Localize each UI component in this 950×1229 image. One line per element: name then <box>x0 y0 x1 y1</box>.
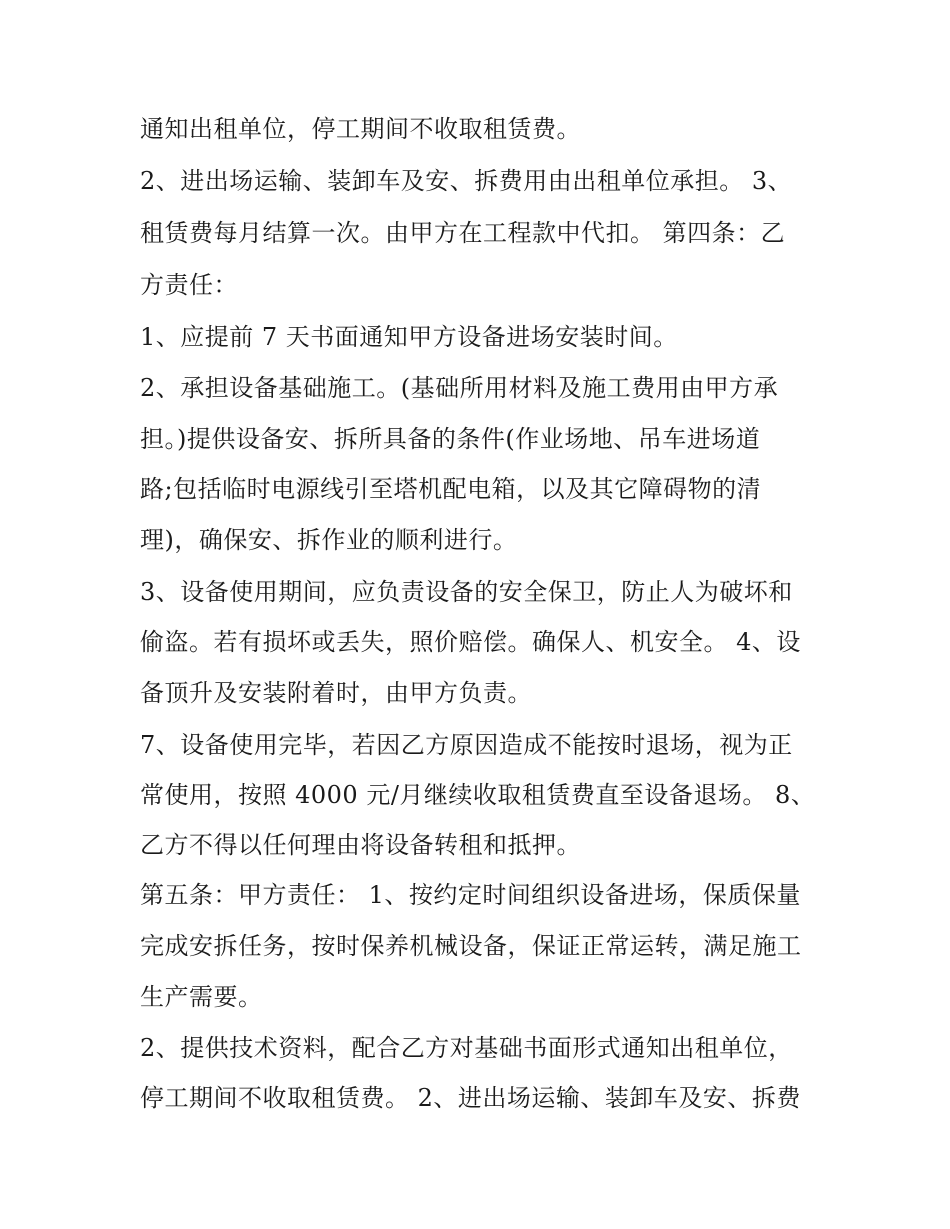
text-line: 偷盗。若有损坏或丢失，照价赔偿。确保人、机安全。 4、设 <box>140 628 801 656</box>
text-line: 通知出租单位，停工期间不收取租赁费。 <box>140 115 581 143</box>
text-line: 完成安拆任务，按时保养机械设备，保证正常运转，满足施工 <box>140 932 802 960</box>
text-line: 3、设备使用期间，应负责设备的安全保卫，防止人为破坏和 <box>140 578 793 606</box>
text-line: 2、提供技术资料，配合乙方对基础书面形式通知出租单位， <box>140 1034 793 1062</box>
text-line: 生产需要。 <box>140 983 263 1011</box>
text-line: 乙方不得以任何理由将设备转租和抵押。 <box>140 831 581 859</box>
text-line: 停工期间不收取租赁费。 2、进出场运输、装卸车及安、拆费 <box>140 1084 801 1112</box>
text-line: 7、设备使用完毕，若因乙方原因造成不能按时退场，视为正 <box>140 731 793 759</box>
text-line: 方责任： <box>140 271 238 299</box>
text-line: 理)，确保安、拆作业的顺利进行。 <box>140 526 518 554</box>
text-line: 担。)提供设备安、拆所具备的条件(作业场地、吊车进场道 <box>140 425 761 453</box>
text-line: 2、承担设备基础施工。(基础所用材料及施工费用由甲方承 <box>140 374 779 402</box>
text-line: 第五条：甲方责任： 1、按约定时间组织设备进场，保质保量 <box>140 881 801 909</box>
text-line: 2、进出场运输、装卸车及安、拆费用由出租单位承担。 3、 <box>140 167 793 195</box>
text-line: 常使用，按照 4000 元/月继续收取租赁费直至设备退场。 8、 <box>140 781 816 809</box>
text-line: 备顶升及安装附着时，由甲方负责。 <box>140 679 532 707</box>
text-line: 路;包括临时电源线引至塔机配电箱，以及其它障碍物的清 <box>140 475 762 503</box>
text-line: 租赁费每月结算一次。由甲方在工程款中代扣。 第四条：乙 <box>140 219 786 247</box>
text-line: 1、应提前 7 天书面通知甲方设备进场安装时间。 <box>140 323 678 351</box>
